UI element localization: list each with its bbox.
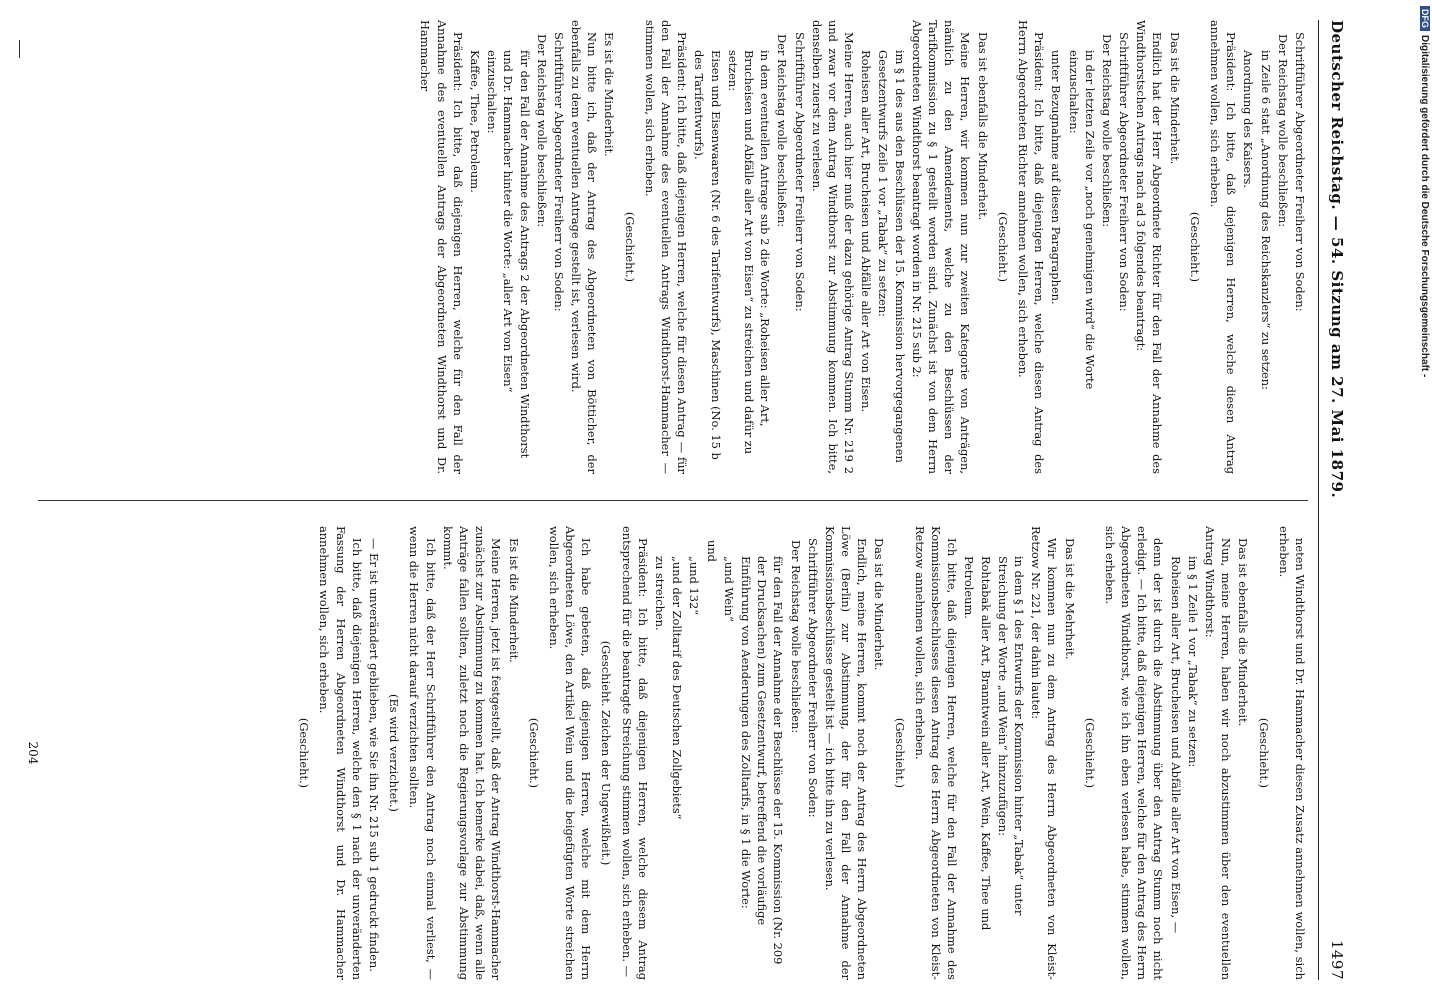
right-paragraph: und — [704, 540, 719, 562]
left-paragraph: Schriftführer Abgeordneter Freiherr von Soden: — [1293, 32, 1307, 312]
left-paragraph: Schriftführer Abgeordneter Freiherr von Soden: — [1117, 32, 1132, 312]
left-paragraph: Es ist die Minderheit. — [602, 32, 617, 157]
left-paragraph: Meine Herren, wir kommen nun zur zweiten Kategorie von Anträgen, nämlich zu den Amendements, welche zu den Beschlüssen der Tarifkommission zu § 1 gestellt worden sind. Zunächst ist von dem Herrn Abgeordneten Windthorst beantragt worden in Nr. 215 sub 2: — [909, 20, 973, 474]
right-paragraph: Das ist die Mehrheit. — [1062, 538, 1077, 660]
left-paragraph: Kaffee, Thee, Petroleum. — [468, 50, 482, 193]
right-paragraph: (Geschieht.) — [1256, 717, 1271, 789]
header-rule — [1318, 20, 1319, 980]
dfg-credit — [1416, 6, 1430, 886]
page-header — [1324, 20, 1350, 980]
signature-mark: 204 — [26, 741, 40, 765]
right-paragraph: Ich habe gebeten, daß diejenigen Herren, welche mit dem Herrn Abgeordneten Löwe, den Artikel Wein und die beigefügten Worte streichen wollen, sich erheben. — [546, 526, 594, 980]
right-paragraph: „und Wein“ — [721, 556, 736, 622]
credit-text: Digitalisierung gefördert durch die Deutsche Forschungsgemeinschaft - — [1419, 35, 1430, 378]
left-paragraph: (Geschieht.) — [995, 211, 1010, 283]
left-paragraph: Schriftführer Abgeordneter Freiherr von Soden: — [792, 32, 807, 312]
left-paragraph: (Geschieht.) — [1187, 211, 1202, 283]
left-paragraph: Meine Herren, auch hier muß der dazu gehörige Antrag Stumm Nr. 219 2 und zwar vor dem Antrag Windthorst zur Abstimmung kommen. Ich bitte, denselben zuerst zu verlesen. — [809, 20, 857, 474]
right-paragraph: im § 1 Zeile 1 vor „Tabak“ zu setzen: — [1185, 556, 1200, 768]
right-paragraph: Präsident: Ich bitte, daß diejenigen Herren, welche diesem Antrag entsprechend für die beantragte Streichung stimmen wollen, sich erheben. — — [619, 526, 650, 980]
left-paragraph: im § 1 des aus den Beschlüssen der 15. Kommission hervorgegangenen Gesetzentwurfs Zeile 1 vor „Tabak“ zu setzen: — [876, 50, 907, 463]
left-column — [18, 20, 1308, 474]
right-paragraph: Es ist die Minderheit. — [506, 538, 521, 663]
right-paragraph: denn der ist durch die Abstimmung über den Antrag Stumm noch nicht erledigt. — Ich bitte, daß diejenigen Herren, welche für den Antrag des Herrn Abgeordneten Windthorst, wie ich ihn eben verlesen habe, stimmen wollen, sich erheben. — [1102, 526, 1166, 980]
left-paragraph: Der Reichstag wolle beschließen: — [775, 34, 790, 228]
right-paragraph: Nun, meine Herren, haben wir noch abzustimmen über den eventuellen Antrag Windthorst: — [1203, 526, 1234, 980]
left-paragraph: für den Fall der Annahme des Antrags 2 der Abgeordneten Windthorst und Dr. Hammacher hinter die Worte: „aller Art von Eisen“ einzuschalten: — [485, 50, 532, 459]
right-paragraph: für den Fall der Annahme der Beschlüsse der 15. Kommission (Nr. 209 der Drucksachen) zum Gesetzentwurf, betreffend die vorläufige Einführung von Aenderungen des Zolltarifs, in § 1 die Worte: — [739, 556, 786, 965]
left-paragraph: in Zeile 6 statt „Anordnung des Reichskanzlers“ zu setzen: — [1258, 50, 1273, 390]
page-number: 1497 — [1328, 939, 1346, 980]
right-paragraph: (Es wird verzichtet.) — [387, 694, 402, 812]
left-paragraph: Anordnung des Kaisers. — [1241, 50, 1256, 189]
right-paragraph: Das ist ebenfalls die Minderheit. — [1236, 538, 1251, 727]
left-paragraph: Eisen und Eisenwaaren (Nr. 6 des Tarifentwurfs), Maschinen (No. 15 b des Tarifentwurfs). — [692, 50, 723, 460]
right-paragraph: Roheisen aller Art, Brucheisen und Abfälle aller Art von Eisen, — — [1168, 556, 1183, 934]
right-paragraph: „und der Zolltarif des Deutschen Zollgebiets“ — [670, 556, 685, 820]
column-divider — [38, 500, 1308, 501]
left-paragraph: Nun bitte ich, daß der Antrag des Abgeordneten von Bötticher, der ebenfalls zu dem eventuellen Antrage gestellt ist, verlesen wird. — [569, 20, 600, 474]
right-paragraph: (Geschieht.) — [1082, 717, 1097, 789]
left-paragraph: Präsident: Ich bitte, daß diejenigen Herren, welche für den Fall der Annahme des eventuellen Antrags der Abgeordneten Windthorst und Dr. Hammacher — [418, 20, 465, 474]
right-paragraph: (Geschieht.) — [297, 717, 312, 789]
left-paragraph: Endlich hat der Herr Abgeordnete Richter für den Fall der Annahme des Windthorstschen Antrags nach ad 3 folgendes beantragt: — [1134, 20, 1165, 474]
right-paragraph: Schriftführer Abgeordneter Freiherr von Soden: — [805, 538, 820, 818]
right-paragraph: Ich bitte, daß diejenigen Herren, welche für den Fall der Annahme des Kommissionsbeschlusses diesen Antrag des Herrn Abgeordneten von Kleist-Retzow annehmen wollen, sich erheben. — [912, 526, 960, 980]
left-paragraph: Präsident: Ich bitte, daß diejenigen Herren, welche diesen Antrag annehmen wollen, sich erheben. — [1208, 20, 1239, 474]
left-paragraph: unter Bezugnahme auf diesen Paragraphen. — [1049, 50, 1064, 305]
right-paragraph: Wir kommen nun zu dem Antrag des Herrn Abgeordneten von Kleist-Retzow Nr. 221, der dahin lautet: — [1029, 526, 1060, 980]
right-paragraph: Rohtabak aller Art, Branntwein aller Art, Wein, Kaffee, Thee und Petroleum. — [962, 556, 993, 931]
left-paragraph: Roheisen aller Art, Brucheisen und Abfälle aller Art von Eisen. — [859, 50, 874, 413]
left-paragraph: Schriftführer Abgeordneter Freiherr von Soden: — [551, 32, 566, 312]
right-paragraph: (Geschieht.) — [892, 717, 907, 789]
right-paragraph: Ich bitte, daß diejenigen Herren, welche den § 1 nach der unveränderten Fassung der Herren Abgeordneten Windthorst und Dr. Hammacher annehmen wollen, sich erheben. — [317, 526, 364, 980]
right-paragraph: neten Windthorst und Dr. Hammacher diesen Zusatz annehmen wollen, sich erheben. — [1276, 526, 1307, 980]
right-paragraph: Der Reichstag wolle beschließen: — [788, 540, 803, 734]
left-paragraph: Der Reichstag wolle beschließen: — [1099, 34, 1114, 228]
running-title: Deutscher Reichstag. — 54. Sitzung am 27. Mai 1879. — [1328, 20, 1346, 499]
right-paragraph: (Geschieht.) — [526, 717, 541, 789]
right-paragraph: zu streichen. — [653, 556, 668, 631]
left-paragraph: Der Reichstag wolle beschließen: — [1275, 34, 1290, 228]
right-column — [18, 526, 1308, 980]
left-paragraph: Das ist ebenfalls die Minderheit. — [975, 32, 990, 221]
right-paragraph: — Er ist unverändert geblieben, wie Sie ihn Nr. 215 sub 1 gedruckt finden. — [367, 538, 382, 972]
footnote-rule — [19, 40, 20, 58]
right-paragraph: Endlich, meine Herren, kommt noch der Antrag des Herrn Abgeordneten Löwe (Berlin) zur Abstimmung, der für den Fall der Annahme der Kommissionsbeschlüsse gestellt ist — ich bitte ihn zu verlesen. — [822, 526, 870, 980]
left-paragraph: Der Reichstag wolle beschließen: — [534, 34, 549, 228]
dfg-logo: DFG — [1420, 6, 1430, 31]
right-paragraph: Ich bitte, daß der Herr Schriftführer den Antrag noch einmal verliest, — wenn die Herren nicht darauf verzichten sollten. — [407, 526, 438, 980]
left-paragraph: (Geschieht.) — [622, 211, 637, 283]
right-paragraph: „und 132“ — [687, 556, 702, 616]
right-paragraph: Das ist die Minderheit. — [872, 538, 887, 671]
right-paragraph: Meine Herren, jetzt ist festgestellt, daß der Antrag Windthorst-Hammacher zunächst zur Abstimmung zu kommen hat. Ich bemerke dabei, daß, wenn alle Anträge fallen sollten, zuletzt noch die Regierungsvorlage zur Abstimmung kommt. — [440, 526, 504, 980]
left-paragraph: in der letzten Zeile vor „noch genehmigen wird“ die Worte einzuschalten: — [1066, 50, 1097, 390]
right-paragraph: in dem § 1 des Entwurfs der Kommission hinter „Tabak“ unter Streichung der Worte „und Wein“ hinzuzufügen: — [995, 556, 1026, 916]
left-paragraph: Präsident: Ich bitte, daß diejenigen Herren, welche für diesen Antrag — für den Fall der Annahme des eventuellen Antrags Windthorst-Hammacher — stimmen wollen, sich erheben. — [642, 20, 690, 474]
right-paragraph: (Geschieht. Zeichen der Ungewißheit.) — [599, 640, 614, 866]
left-paragraph: Das ist die Minderheit. — [1167, 32, 1182, 165]
left-paragraph: in dem eventuellen Antrage sub 2 die Worte: „Roheisen aller Art, Brucheisen und Abfälle aller Art von Eisen“ zu streichen und dafür zu setzen: — [725, 50, 773, 455]
left-paragraph: Präsident: Ich bitte, daß diejenigen Herren, welche diesen Antrag des Herrn Abgeordneten Richter annehmen wollen, sich erheben. — [1016, 20, 1047, 474]
